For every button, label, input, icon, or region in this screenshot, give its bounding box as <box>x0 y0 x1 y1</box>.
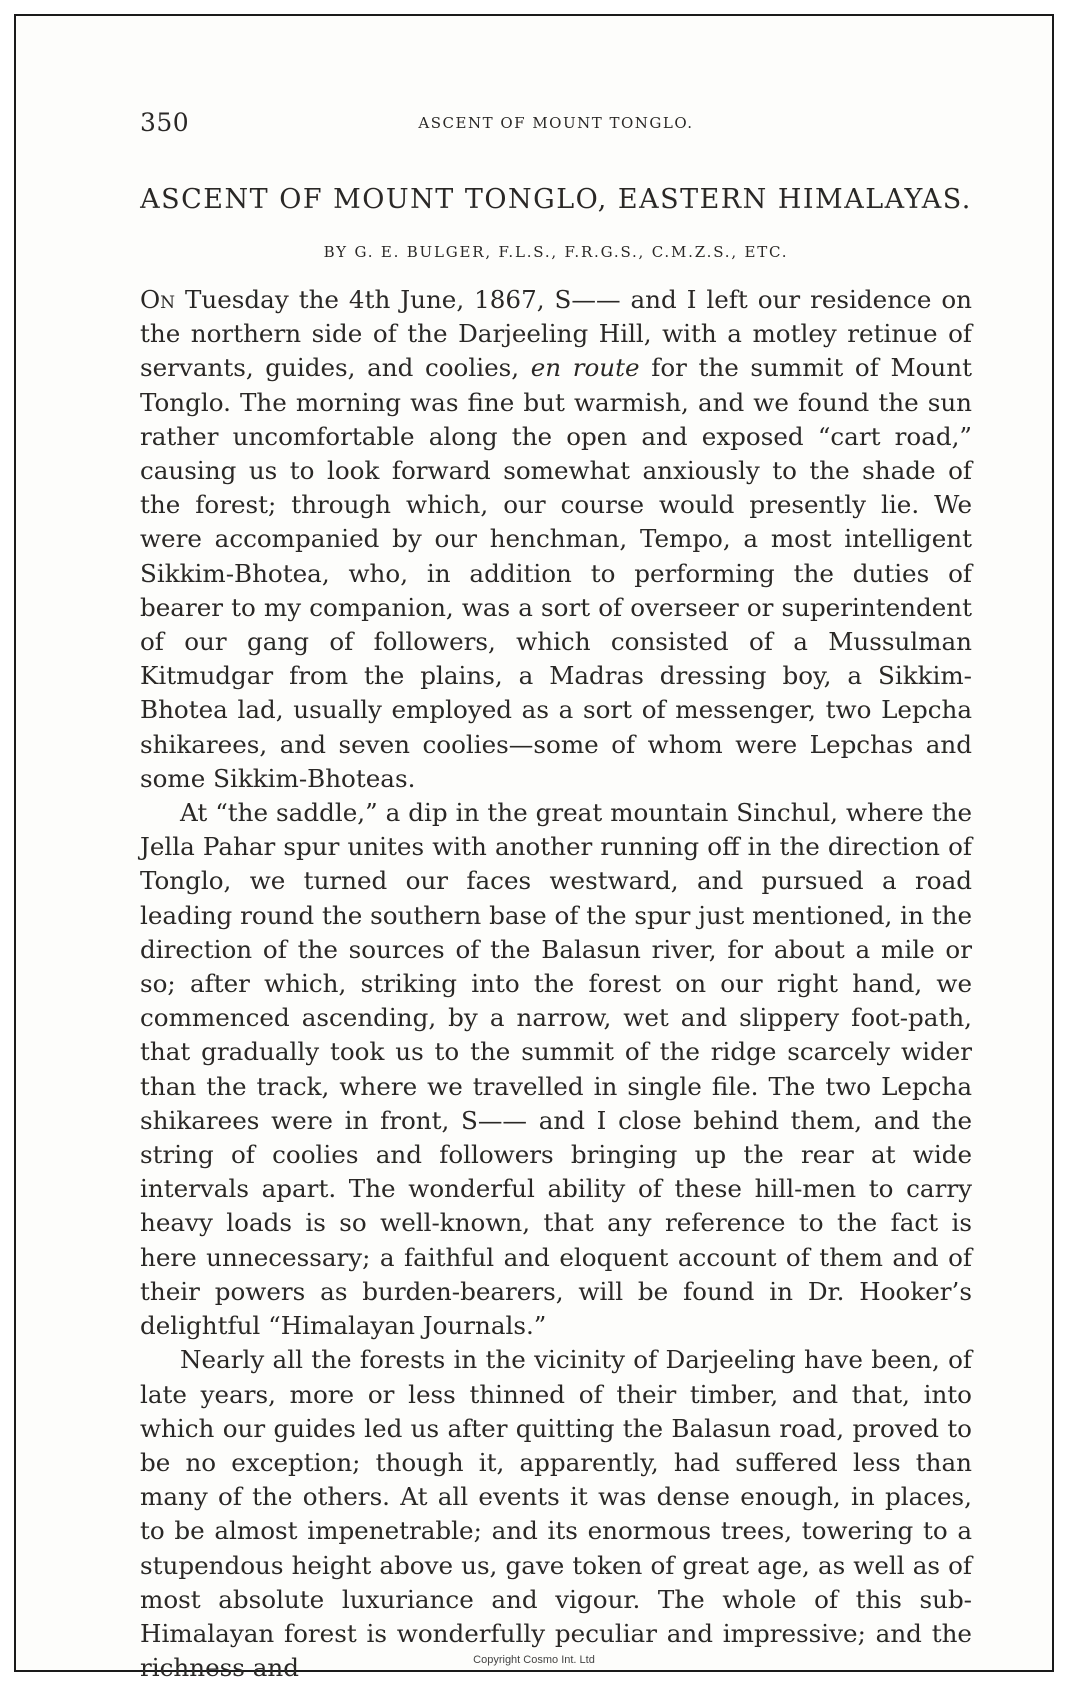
paragraph-1 <box>140 283 972 796</box>
page-number: 350 <box>140 108 190 137</box>
paragraph-1-italic-phrase: en route <box>530 353 640 383</box>
page-border <box>14 14 1054 1683</box>
document-page <box>140 108 972 1685</box>
paragraph-2: At “the saddle,” a dip in the great mountain Sinchul, where the Jella Pahar spur unites with another running off in the direction of Tonglo, we turned our faces westward, and pursued a road leading round the southern base of the spur just mentioned, in the direction of the sources of the Balasun river, for about a mile or so; after which, striking into the forest on our right hand, we commenced ascending, by a narrow, wet and slippery foot-path, that gradually took us to the summit of the ridge scarcely wider than the track, where we travelled in single file. The two Lepcha shikarees were in front, S—— and I close behind them, and the string of coolies and followers bringing up the rear at wide intervals apart. The wonderful ability of these hill-men to carry heavy loads is so well-known, that any reference to the fact is here unnecessary; a faithful and eloquent account of them and of their powers as burden-bearers, will be found in Dr. Hooker’s delightful “Himalayan Journals.” <box>140 798 972 1341</box>
article-body <box>140 283 972 1685</box>
article-title: ASCENT OF MOUNT TONGLO, EASTERN HIMALAYAS. <box>140 184 972 215</box>
paragraph-lead-word: On <box>140 285 176 314</box>
article-byline: BY G. E. BULGER, F.L.S., F.R.G.S., C.M.Z.S., ETC. <box>323 243 789 261</box>
running-title: ASCENT OF MOUNT TONGLO. <box>418 114 694 132</box>
paragraph-1-text-b: for the summit of Mount Tonglo. The morning was fine but warmish, and we found the sun rather uncomfortable along the open and exposed “cart road,” causing us to look forward somewhat anxiously to the shade of the forest; through which, our course would presently lie. We were accompanied by our henchman, Tempo, a most intelligent Sikkim-Bhotea, who, in addition to performing the duties of bearer to my companion, was a sort of overseer or superintendent of our gang of followers, which consisted of a Mussulman Kitmudgar from the plains, a Madras dressing boy, a Sikkim-Bhotea lad, usually employed as a sort of messenger, two Lepcha shikarees, and seven coolies—some of whom were Lepchas and some Sikkim-Bhoteas. <box>140 353 972 793</box>
copyright-notice: Copyright Cosmo Int. Ltd <box>473 1654 595 1666</box>
paragraph-1-text-a: Tuesday the 4th June, 1867, S—— and I left our residence on the northern side of the Darjeeling Hill, with a motley retinue of servants, guides, and coolies, <box>140 285 972 383</box>
running-header <box>140 108 972 142</box>
paragraph-3: Nearly all the forests in the vicinity of Darjeeling have been, of late years, more or less thinned of their timber, and that, into which our guides led us after quitting the Balasun road, proved to be no exception; though it, apparently, had suffered less than many of the others. At all events it was dense enough, in places, to be almost impenetrable; and its enormous trees, towering to a stupendous height above us, gave token of great age, as well as of most absolute luxuriance and vigour. The whole of this sub-Himalayan forest is wonderfully peculiar and impressive; and the richness and <box>140 1345 972 1683</box>
